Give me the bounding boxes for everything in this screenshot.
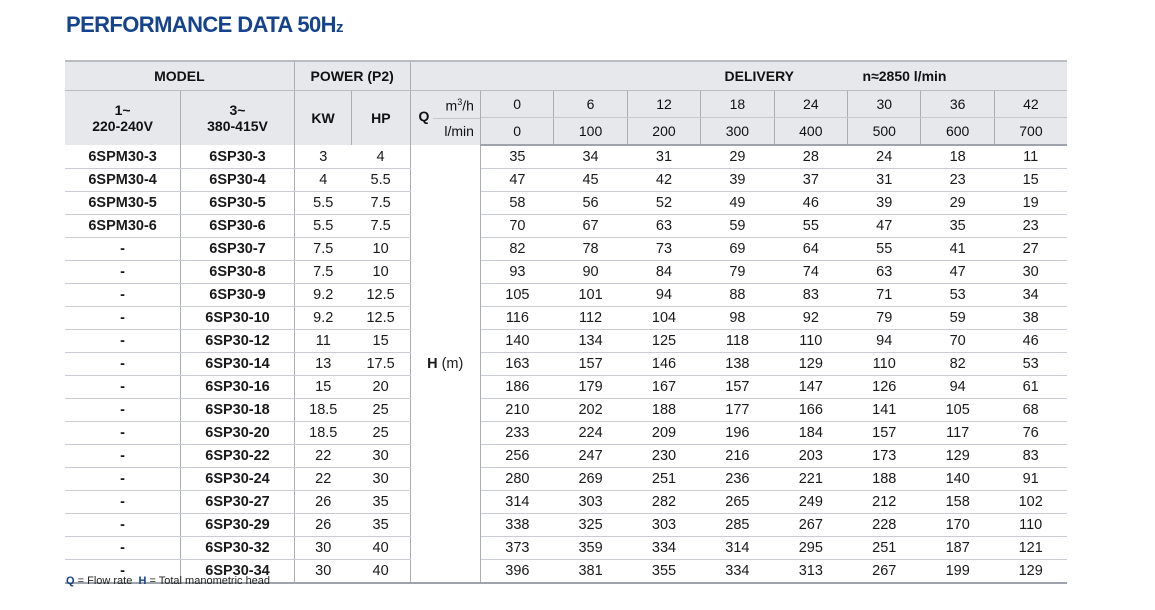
table-row <box>65 445 1067 468</box>
head-value-cell: 39 <box>848 192 921 215</box>
head-value-cell: 117 <box>921 422 994 445</box>
table-row <box>65 537 1067 560</box>
head-value-cell: 67 <box>554 215 627 238</box>
head-value-cell: 249 <box>774 491 847 514</box>
kw-cell: 18.5 <box>294 422 351 445</box>
power-header: POWER (P2) <box>294 61 410 91</box>
head-value-cell: 91 <box>994 468 1067 491</box>
head-value-cell: 251 <box>627 468 700 491</box>
footnote-h-text: = Total manometric head <box>146 575 271 587</box>
head-value-cell: 303 <box>554 491 627 514</box>
head-value-cell: 188 <box>627 399 700 422</box>
head-value-cell: 47 <box>480 169 553 192</box>
head-value-cell: 167 <box>627 376 700 399</box>
head-value-cell: 79 <box>848 307 921 330</box>
kw-cell: 9.2 <box>294 284 351 307</box>
model-1phase-cell: - <box>65 514 181 537</box>
head-value-cell: 157 <box>701 376 774 399</box>
table-row <box>65 422 1067 445</box>
head-value-cell: 251 <box>848 537 921 560</box>
model-3phase-cell: 6SP30-14 <box>181 353 295 376</box>
head-value-cell: 69 <box>701 238 774 261</box>
head-value-cell: 30 <box>994 261 1067 284</box>
phase1-voltage: 220-240V <box>92 118 153 134</box>
model-1phase-cell: - <box>65 284 181 307</box>
head-value-cell: 166 <box>774 399 847 422</box>
head-value-cell: 224 <box>554 422 627 445</box>
head-value-cell: 45 <box>554 169 627 192</box>
head-value-cell: 53 <box>921 284 994 307</box>
model-1phase-cell: 6SPM30-4 <box>65 169 181 192</box>
head-value-cell: 228 <box>848 514 921 537</box>
head-value-cell: 157 <box>848 422 921 445</box>
head-value-cell: 210 <box>480 399 553 422</box>
header-row-group <box>65 61 1067 91</box>
model-1phase-cell: - <box>65 261 181 284</box>
head-value-cell: 68 <box>994 399 1067 422</box>
head-value-cell: 170 <box>921 514 994 537</box>
head-value-cell: 34 <box>994 284 1067 307</box>
flow-m3h-7: 42 <box>994 91 1067 118</box>
title-suffix: z <box>335 19 343 36</box>
kw-cell: 9.2 <box>294 307 351 330</box>
hp-cell: 10 <box>352 238 410 261</box>
head-value-cell: 265 <box>701 491 774 514</box>
head-value-cell: 105 <box>480 284 553 307</box>
head-value-cell: 184 <box>774 422 847 445</box>
hp-cell: 35 <box>352 514 410 537</box>
table-row <box>65 514 1067 537</box>
kw-cell: 30 <box>294 560 351 584</box>
speed-label: n≈2850 l/min <box>862 68 947 84</box>
head-value-cell: 141 <box>848 399 921 422</box>
head-value-cell: 23 <box>921 169 994 192</box>
table-row <box>65 468 1067 491</box>
head-value-cell: 31 <box>848 169 921 192</box>
phase3-voltage: 380-415V <box>207 118 268 134</box>
hp-cell: 35 <box>352 491 410 514</box>
head-value-cell: 256 <box>480 445 553 468</box>
head-value-cell: 63 <box>848 261 921 284</box>
phase1-symbol: 1~ <box>114 102 131 118</box>
q-units-header <box>410 91 480 146</box>
head-value-cell: 38 <box>994 307 1067 330</box>
head-value-cell: 94 <box>921 376 994 399</box>
hp-cell: 40 <box>352 537 410 560</box>
head-value-cell: 101 <box>554 284 627 307</box>
flow-m3h-6: 36 <box>921 91 994 118</box>
head-value-cell: 93 <box>480 261 553 284</box>
head-value-cell: 70 <box>480 215 553 238</box>
hp-header: HP <box>352 91 410 146</box>
head-value-cell: 216 <box>701 445 774 468</box>
head-value-cell: 118 <box>701 330 774 353</box>
kw-header: KW <box>294 91 351 146</box>
model-3phase-cell: 6SP30-12 <box>181 330 295 353</box>
delivery-header <box>410 61 1067 91</box>
model-3phase-cell: 6SP30-24 <box>181 468 295 491</box>
model-3phase-cell: 6SP30-5 <box>181 192 295 215</box>
head-value-cell: 212 <box>848 491 921 514</box>
head-value-cell: 280 <box>480 468 553 491</box>
head-value-cell: 37 <box>774 169 847 192</box>
kw-cell: 30 <box>294 537 351 560</box>
model-3phase-cell: 6SP30-6 <box>181 215 295 238</box>
head-value-cell: 129 <box>921 445 994 468</box>
flow-m3h-5: 30 <box>848 91 921 118</box>
head-value-cell: 63 <box>627 215 700 238</box>
head-value-cell: 59 <box>921 307 994 330</box>
head-value-cell: 92 <box>774 307 847 330</box>
head-value-cell: 104 <box>627 307 700 330</box>
hp-cell: 12.5 <box>352 307 410 330</box>
head-value-cell: 303 <box>627 514 700 537</box>
head-value-cell: 110 <box>994 514 1067 537</box>
head-value-cell: 79 <box>701 261 774 284</box>
kw-cell: 15 <box>294 376 351 399</box>
head-value-cell: 221 <box>774 468 847 491</box>
head-value-cell: 236 <box>701 468 774 491</box>
head-value-cell: 34 <box>554 145 627 169</box>
head-value-cell: 46 <box>774 192 847 215</box>
head-value-cell: 47 <box>921 261 994 284</box>
table-row <box>65 307 1067 330</box>
model-1phase-cell: 6SPM30-3 <box>65 145 181 169</box>
model-1phase-cell: - <box>65 238 181 261</box>
head-value-cell: 83 <box>994 445 1067 468</box>
head-value-cell: 82 <box>921 353 994 376</box>
head-value-cell: 29 <box>701 145 774 169</box>
phase3-header <box>181 91 295 146</box>
head-value-cell: 90 <box>554 261 627 284</box>
model-3phase-cell: 6SP30-18 <box>181 399 295 422</box>
head-value-cell: 338 <box>480 514 553 537</box>
model-1phase-cell: - <box>65 399 181 422</box>
model-3phase-cell: 6SP30-8 <box>181 261 295 284</box>
head-value-cell: 102 <box>994 491 1067 514</box>
model-1phase-cell: - <box>65 307 181 330</box>
kw-cell: 13 <box>294 353 351 376</box>
kw-cell: 22 <box>294 468 351 491</box>
head-value-cell: 381 <box>554 560 627 584</box>
model-1phase-cell: - <box>65 353 181 376</box>
model-1phase-cell: - <box>65 491 181 514</box>
flow-lmin-2: 200 <box>627 118 700 146</box>
head-value-cell: 177 <box>701 399 774 422</box>
flow-lmin-5: 500 <box>848 118 921 146</box>
footnote-q-key: Q <box>66 575 75 587</box>
flow-m3h-4: 24 <box>774 91 847 118</box>
head-value-cell: 35 <box>921 215 994 238</box>
hp-cell: 40 <box>352 560 410 584</box>
head-value-cell: 125 <box>627 330 700 353</box>
head-value-cell: 203 <box>774 445 847 468</box>
table-body <box>65 145 1067 583</box>
head-value-cell: 61 <box>994 376 1067 399</box>
kw-cell: 18.5 <box>294 399 351 422</box>
head-value-cell: 314 <box>701 537 774 560</box>
table-row <box>65 169 1067 192</box>
head-value-cell: 24 <box>848 145 921 169</box>
head-value-cell: 112 <box>554 307 627 330</box>
model-1phase-cell: - <box>65 468 181 491</box>
head-unit: (m) <box>437 355 464 372</box>
head-value-cell: 53 <box>994 353 1067 376</box>
hp-cell: 12.5 <box>352 284 410 307</box>
model-1phase-cell: - <box>65 537 181 560</box>
head-value-cell: 110 <box>774 330 847 353</box>
model-1phase-cell: - <box>65 560 181 584</box>
head-value-cell: 209 <box>627 422 700 445</box>
head-value-cell: 179 <box>554 376 627 399</box>
head-value-cell: 55 <box>774 215 847 238</box>
flow-m3h-0: 0 <box>480 91 553 118</box>
head-value-cell: 105 <box>921 399 994 422</box>
head-value-cell: 64 <box>774 238 847 261</box>
head-value-cell: 98 <box>701 307 774 330</box>
head-value-cell: 129 <box>994 560 1067 584</box>
head-value-cell: 334 <box>701 560 774 584</box>
head-value-cell: 39 <box>701 169 774 192</box>
kw-cell: 11 <box>294 330 351 353</box>
kw-cell: 7.5 <box>294 238 351 261</box>
head-value-cell: 188 <box>848 468 921 491</box>
head-value-cell: 78 <box>554 238 627 261</box>
hp-cell: 7.5 <box>352 215 410 238</box>
kw-cell: 5.5 <box>294 192 351 215</box>
model-3phase-cell: 6SP30-20 <box>181 422 295 445</box>
head-value-cell: 82 <box>480 238 553 261</box>
hp-cell: 4 <box>352 145 410 169</box>
head-value-cell: 35 <box>480 145 553 169</box>
head-value-cell: 233 <box>480 422 553 445</box>
head-value-cell: 269 <box>554 468 627 491</box>
table-row <box>65 215 1067 238</box>
head-value-cell: 73 <box>627 238 700 261</box>
kw-cell: 5.5 <box>294 215 351 238</box>
head-value-cell: 56 <box>554 192 627 215</box>
head-value-cell: 94 <box>848 330 921 353</box>
hp-cell: 10 <box>352 261 410 284</box>
table-row <box>65 353 1067 376</box>
head-value-cell: 23 <box>994 215 1067 238</box>
model-header: MODEL <box>65 61 294 91</box>
head-value-cell: 267 <box>774 514 847 537</box>
head-value-cell: 58 <box>480 192 553 215</box>
head-value-cell: 359 <box>554 537 627 560</box>
flow-m3h-2: 12 <box>627 91 700 118</box>
head-letter: H <box>427 355 438 372</box>
head-value-cell: 28 <box>774 145 847 169</box>
head-value-cell: 140 <box>921 468 994 491</box>
model-3phase-cell: 6SP30-22 <box>181 445 295 468</box>
unit-m3h: $m^3/h$ <box>445 97 474 114</box>
phase1-header <box>65 91 181 146</box>
model-3phase-cell: 6SP30-10 <box>181 307 295 330</box>
head-value-cell: 94 <box>627 284 700 307</box>
model-1phase-cell: - <box>65 445 181 468</box>
footnote-h-key: H <box>138 575 147 587</box>
head-value-cell: 55 <box>848 238 921 261</box>
model-1phase-cell: - <box>65 376 181 399</box>
table-row <box>65 261 1067 284</box>
head-value-cell: 74 <box>774 261 847 284</box>
head-value-cell: 11 <box>994 145 1067 169</box>
model-1phase-cell: - <box>65 330 181 353</box>
model-1phase-cell: 6SPM30-5 <box>65 192 181 215</box>
table-row <box>65 399 1067 422</box>
kw-cell: 26 <box>294 491 351 514</box>
head-value-cell: 157 <box>554 353 627 376</box>
head-value-cell: 110 <box>848 353 921 376</box>
table-row <box>65 145 1067 169</box>
head-value-cell: 196 <box>701 422 774 445</box>
head-value-cell: 126 <box>848 376 921 399</box>
flow-lmin-6: 600 <box>921 118 994 146</box>
head-value-cell: 230 <box>627 445 700 468</box>
title-main: PERFORMANCE DATA 50H <box>66 12 336 37</box>
model-3phase-cell: 6SP30-34 <box>181 560 295 584</box>
model-3phase-cell: 6SP30-16 <box>181 376 295 399</box>
head-label-cell <box>410 145 480 583</box>
head-value-cell: 199 <box>921 560 994 584</box>
head-value-cell: 355 <box>627 560 700 584</box>
model-1phase-cell: 6SPM30-6 <box>65 215 181 238</box>
head-value-cell: 71 <box>848 284 921 307</box>
head-value-cell: 282 <box>627 491 700 514</box>
head-value-cell: 19 <box>994 192 1067 215</box>
head-value-cell: 373 <box>480 537 553 560</box>
performance-table <box>65 60 1067 584</box>
table-row <box>65 192 1067 215</box>
flow-lmin-7: 700 <box>994 118 1067 146</box>
head-value-cell: 134 <box>554 330 627 353</box>
flow-lmin-0: 0 <box>480 118 553 146</box>
head-value-cell: 49 <box>701 192 774 215</box>
head-value-cell: 334 <box>627 537 700 560</box>
head-value-cell: 47 <box>848 215 921 238</box>
head-value-cell: 52 <box>627 192 700 215</box>
hp-cell: 20 <box>352 376 410 399</box>
table-row <box>65 491 1067 514</box>
unit-lmin: l/min <box>444 123 474 139</box>
flow-lmin-3: 300 <box>701 118 774 146</box>
header-row-m3h <box>65 91 1067 118</box>
hp-cell: 15 <box>352 330 410 353</box>
model-3phase-cell: 6SP30-7 <box>181 238 295 261</box>
head-value-cell: 314 <box>480 491 553 514</box>
kw-cell: 4 <box>294 169 351 192</box>
kw-cell: 3 <box>294 145 351 169</box>
head-value-cell: 129 <box>774 353 847 376</box>
head-value-cell: 202 <box>554 399 627 422</box>
model-3phase-cell: 6SP30-4 <box>181 169 295 192</box>
page-title <box>66 12 343 38</box>
model-3phase-cell: 6SP30-32 <box>181 537 295 560</box>
table-row <box>65 376 1067 399</box>
head-value-cell: 187 <box>921 537 994 560</box>
head-value-cell: 27 <box>994 238 1067 261</box>
head-value-cell: 76 <box>994 422 1067 445</box>
head-value-cell: 70 <box>921 330 994 353</box>
q-letter: Q <box>418 108 430 124</box>
head-value-cell: 325 <box>554 514 627 537</box>
head-value-cell: 147 <box>774 376 847 399</box>
head-value-cell: 15 <box>994 169 1067 192</box>
head-value-cell: 158 <box>921 491 994 514</box>
head-value-cell: 146 <box>627 353 700 376</box>
flow-m3h-1: 6 <box>554 91 627 118</box>
model-3phase-cell: 6SP30-9 <box>181 284 295 307</box>
head-value-cell: 267 <box>848 560 921 584</box>
head-value-cell: 247 <box>554 445 627 468</box>
phase3-symbol: 3~ <box>229 102 246 118</box>
model-3phase-cell: 6SP30-27 <box>181 491 295 514</box>
head-value-cell: 140 <box>480 330 553 353</box>
flow-lmin-4: 400 <box>774 118 847 146</box>
head-value-cell: 41 <box>921 238 994 261</box>
model-3phase-cell: 6SP30-29 <box>181 514 295 537</box>
flow-m3h-3: 18 <box>701 91 774 118</box>
head-value-cell: 313 <box>774 560 847 584</box>
hp-cell: 7.5 <box>352 192 410 215</box>
head-value-cell: 173 <box>848 445 921 468</box>
hp-cell: 25 <box>352 422 410 445</box>
head-value-cell: 46 <box>994 330 1067 353</box>
model-3phase-cell: 6SP30-3 <box>181 145 295 169</box>
footnote <box>66 575 270 587</box>
table-row <box>65 284 1067 307</box>
table-row <box>65 238 1067 261</box>
head-value-cell: 186 <box>480 376 553 399</box>
kw-cell: 7.5 <box>294 261 351 284</box>
hp-cell: 5.5 <box>352 169 410 192</box>
footnote-q-text: = Flow rate <box>74 575 133 587</box>
head-value-cell: 121 <box>994 537 1067 560</box>
hp-cell: 30 <box>352 468 410 491</box>
kw-cell: 22 <box>294 445 351 468</box>
hp-cell: 30 <box>352 445 410 468</box>
head-value-cell: 163 <box>480 353 553 376</box>
table-row <box>65 330 1067 353</box>
head-value-cell: 31 <box>627 145 700 169</box>
kw-cell: 26 <box>294 514 351 537</box>
hp-cell: 17.5 <box>352 353 410 376</box>
head-value-cell: 88 <box>701 284 774 307</box>
model-1phase-cell: - <box>65 422 181 445</box>
flow-lmin-1: 100 <box>554 118 627 146</box>
head-value-cell: 18 <box>921 145 994 169</box>
head-value-cell: 116 <box>480 307 553 330</box>
head-value-cell: 285 <box>701 514 774 537</box>
head-value-cell: 138 <box>701 353 774 376</box>
delivery-label: DELIVERY <box>724 68 795 84</box>
head-value-cell: 59 <box>701 215 774 238</box>
hp-cell: 25 <box>352 399 410 422</box>
head-value-cell: 42 <box>627 169 700 192</box>
head-value-cell: 84 <box>627 261 700 284</box>
head-value-cell: 83 <box>774 284 847 307</box>
head-value-cell: 29 <box>921 192 994 215</box>
head-value-cell: 396 <box>480 560 553 584</box>
head-value-cell: 295 <box>774 537 847 560</box>
